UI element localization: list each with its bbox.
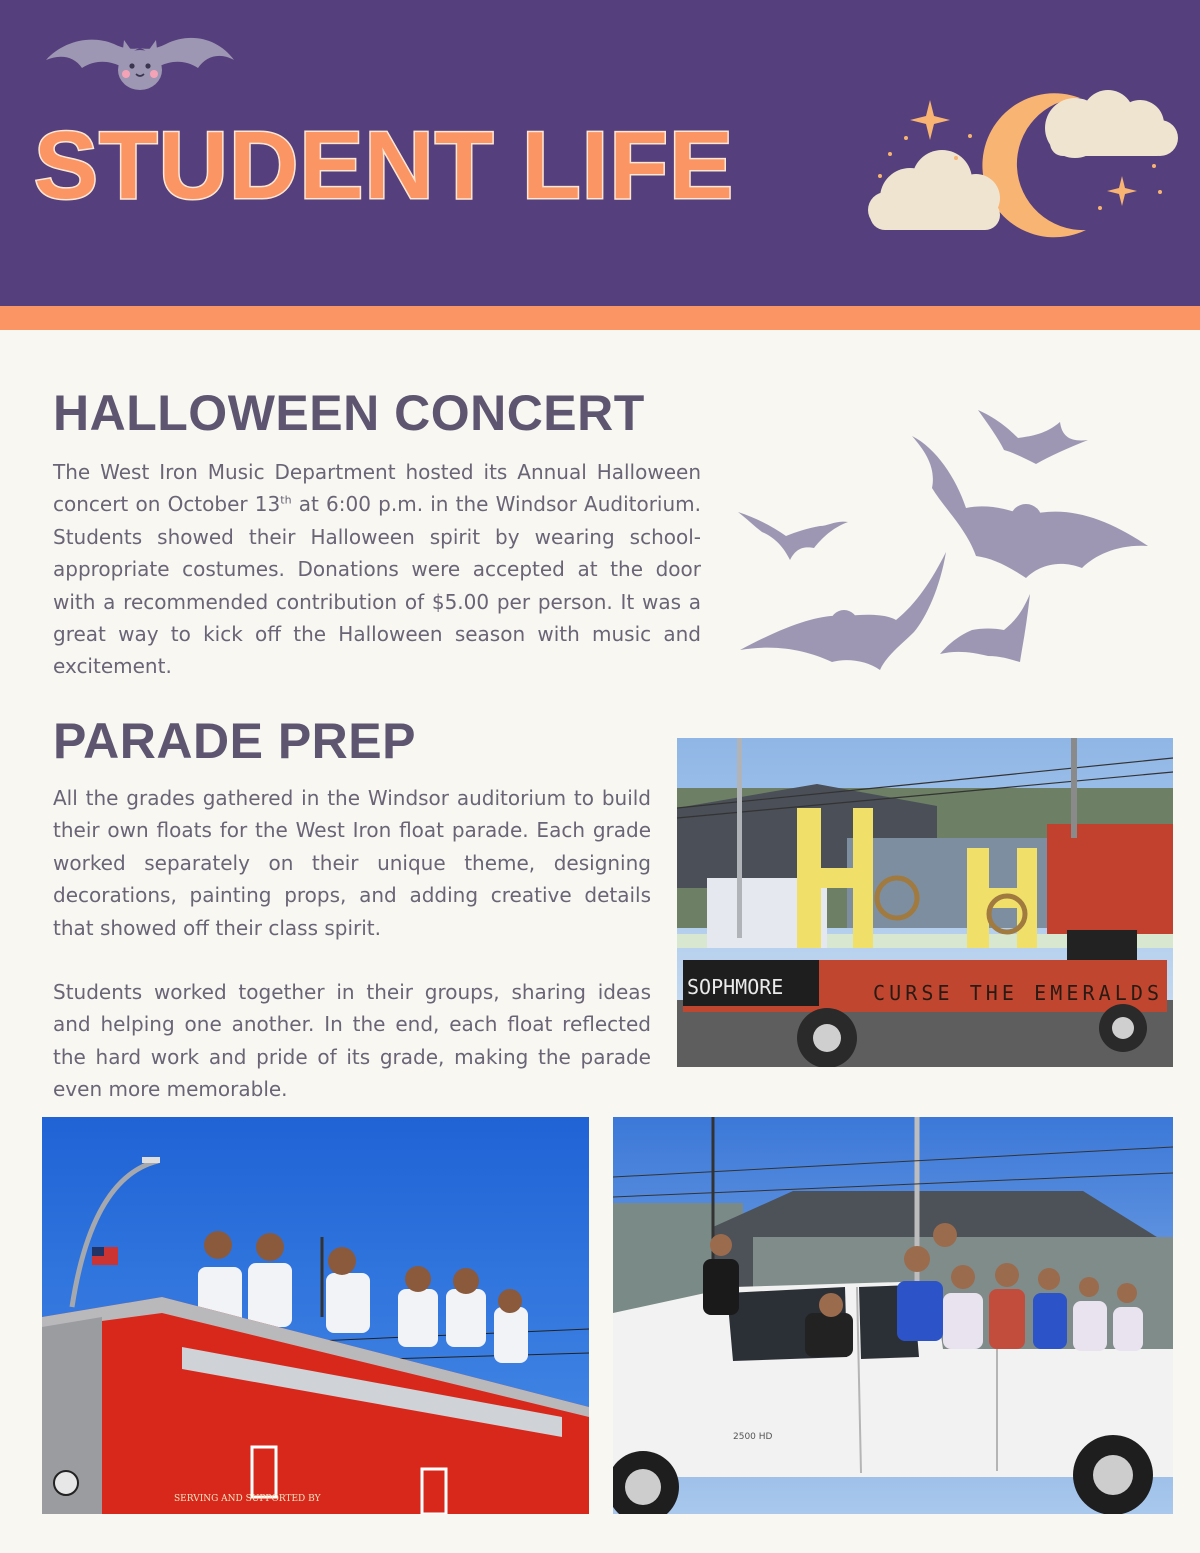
float-banner-right: CURSE THE EMERALDS: [873, 981, 1159, 1005]
truck-badge: 2500 HD: [733, 1432, 773, 1442]
parade-paragraph-2: Students worked together in their groups, sharing ideas and helping one another. In the end, each float reflected the hard work and pride of its grade, making the parade even more memorable.: [53, 980, 651, 1102]
header-accent-stripe: [0, 306, 1200, 330]
section-heading-parade: PARADE PREP: [53, 713, 416, 769]
section-heading-concert: HALLOWEEN CONCERT: [53, 385, 645, 441]
firetruck-side-text: SERVING AND SUPPORTED BY: [174, 1494, 321, 1504]
cute-bat-icon: [42, 28, 238, 94]
photo-fire-truck: [42, 1117, 589, 1514]
concert-paragraph: [53, 456, 701, 683]
float-banner-left: SOPHMORE: [687, 975, 784, 999]
page-title: STUDENT LIFE: [34, 112, 734, 219]
ordinal-suffix: th: [280, 493, 292, 507]
concert-text-part2: at 6:00 p.m. in the Windsor Auditorium. Students showed their Halloween spirit by wearing school-appropriate costumes. Donations were accepted at the door with a recommended contribution of $5.00 per person. It was a great way to kick off the Halloween season with music and excitement.: [53, 492, 701, 679]
flying-bats-illustration: [736, 408, 1156, 688]
photo-sophomore-float: [677, 738, 1173, 1067]
photo-pickup-truck: [613, 1117, 1173, 1514]
moon-clouds-illustration: [860, 80, 1180, 250]
concert-text-part1: The West Iron Music Department hosted its Annual Halloween concert on October 13: [53, 460, 701, 517]
parade-paragraph-1: All the grades gathered in the Windsor auditorium to build their own floats for the West Iron float parade. Each grade worked separately on their unique theme, designing decorations, painting props, and adding creative details that showed off their class spirit.: [53, 786, 651, 940]
